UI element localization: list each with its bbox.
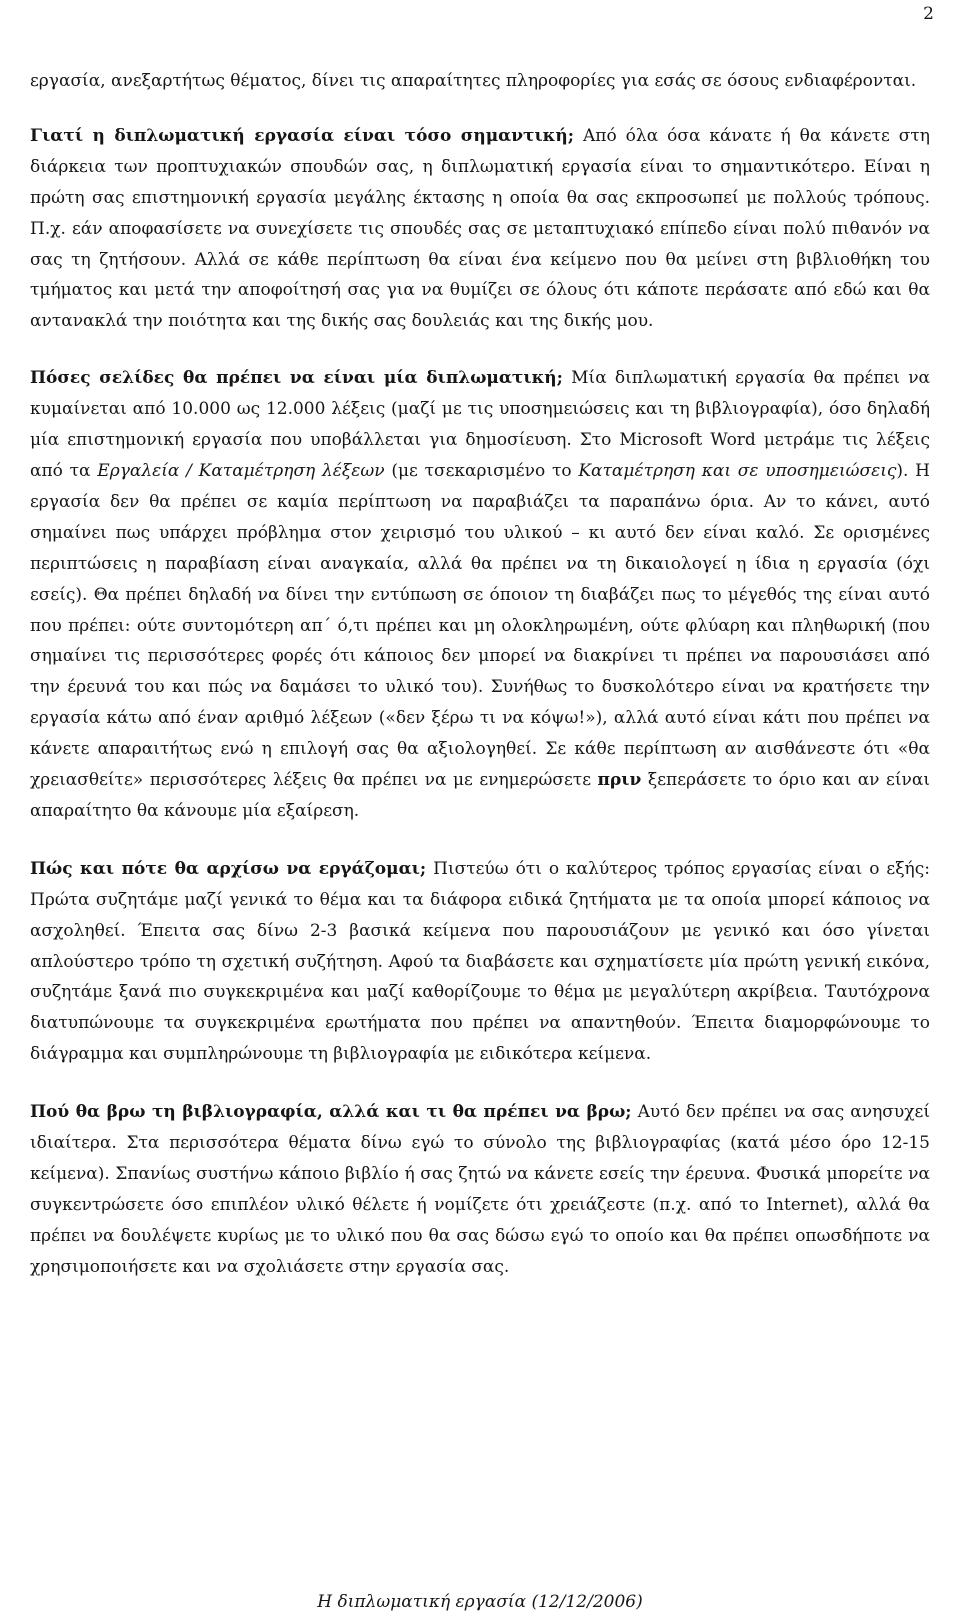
when-question: Πώς και πότε θα αρχίσω να εργάζομαι; bbox=[30, 858, 427, 879]
page-number: 2 bbox=[923, 4, 934, 24]
when-paragraph bbox=[30, 854, 930, 1070]
page-footer: Η διπλωματική εργασία (12/12/2006) bbox=[317, 1592, 643, 1612]
pages-text-c: ). Η εργασία δεν θα πρέπει σε καμία περίπτωση να παραβιάζει τα παραπάνω όρια. Αν το κάνει, αυτό σημαίνει πως υπάρχει πρόβλημα στον χειρισμό του υλικού – κι αυτό δεν είναι καλό. Σε ορισμένες περιπτώσεις η παραβίαση είναι αναγκαία, αλλά θα πρέπει να τη δικαιολογεί η ίδια η εργασία (όχι εσείς). Θα πρέπει δηλαδή να δίνει την εντύπωση σε όποιον τη διαβάζει πως το μέγεθός της είναι αυτό που πρέπει: ούτε συντομότερη απ΄ ό,τι πρέπει και μη ολοκληρωμένη, ούτε φλύαρη και πληθωρική (που σημαίνει τις περισσότερες φορές ότι κάποιος δεν μπορεί να διακρίνει τι πρέπει να παρουσιάσει από την έρευνά του και πώς να δαμάσει το υλικό του). Συνήθως το δυσκολότερο είναι να κρατήσετε την εργασία κάτω από έναν αριθμό λέξεων («δεν ξέρω τι να κόψω!»), αλλά αυτό είναι κάτι που πρέπει να κάνετε απαραιτήτως ενώ η επιλογή σας θα αξιολογηθεί. Σε κάθε περίπτωση αν αισθάνεστε ότι «θα χρειασθείτε» περισσότερες λέξεις θα πρέπει να με ενημερώσετε bbox=[30, 460, 931, 791]
importance-paragraph bbox=[30, 121, 930, 337]
pages-text-b: (με τσεκαρισμένο το bbox=[384, 460, 579, 481]
bibliography-question: Πού θα βρω τη βιβλιογραφία, αλλά και τι θα πρέπει να βρω; bbox=[30, 1102, 632, 1123]
bibliography-text: Αυτό δεν πρέπει να σας ανησυχεί ιδιαίτερα. Στα περισσότερα θέματα δίνω εγώ το σύνολο της βιβλιογραφίας (κατά μέσο όρο 12-15 κείμενα). Σπανίως συστήνω κάποιο βιβλίο ή σας ζητώ να κάνετε εσείς την έρευνα. Φυσικά μπορείτε να συγκεντρώσετε όσο επιπλέον υλικό θέλετε ή νομίζετε ότι χρειάζεστε (π.χ. από το Internet), αλλά θα πρέπει να δουλέψετε κυρίως με το υλικό που θα σας δώσω εγώ το οποίο και θα πρέπει οπωσδήποτε να χρησιμοποιήσετε και να σχολιάσετε στην εργασία σας. bbox=[30, 1102, 930, 1277]
before-emphasis: πριν bbox=[597, 770, 642, 791]
word-count-option: Καταμέτρηση και σε υποσημειώσεις bbox=[578, 460, 897, 481]
bibliography-paragraph bbox=[30, 1097, 930, 1282]
importance-question: Γιατί η διπλωματική εργασία είναι τόσο σημαντική; bbox=[30, 125, 575, 146]
continuation-paragraph: εργασία, ανεξαρτήτως θέματος, δίνει τις απαραίτητες πληροφορίες για εσάς σε όσους ενδιαφέρονται. bbox=[30, 71, 917, 91]
word-menu-path: Εργαλεία / Καταμέτρηση λέξεων bbox=[97, 460, 385, 481]
when-text: Πιστεύω ότι ο καλύτερος τρόπος εργασίας είναι ο εξής: Πρώτα συζητάμε μαζί γενικά το θέμα και τα διάφορα ειδικά ζητήματα με τα οποία μπορεί κάποιος να ασχοληθεί. Έπειτα σας δίνω 2-3 βασικά κείμενα που παρουσιάζουν με γενικό και όσο γίνεται απλούστερο τρόπο τη σχετική συζήτηση. Αφού τα διαβάσετε και σχηματίσετε μία πρώτη γενική εικόνα, συζητάμε ξανά πιο συγκεκριμένα και μαζί καθορίζουμε το θέμα με μεγαλύτερη ακρίβεια. Ταυτόχρονα διατυπώνουμε τα συγκεκριμένα ερωτήματα που πρέπει να απαντηθούν. Έπειτα διαμορφώνουμε το διάγραμμα και συμπληρώνουμε τη βιβλιογραφία με ειδικότερα κείμενα. bbox=[30, 858, 930, 1065]
pages-paragraph bbox=[30, 363, 930, 827]
pages-question: Πόσες σελίδες θα πρέπει να είναι μία διπλωματική; bbox=[30, 368, 563, 389]
document-body bbox=[30, 66, 930, 1283]
pages-text-d: ξεπεράσετε το όριο και αν είναι απαραίτητο θα κάνουμε μία εξαίρεση. bbox=[30, 770, 930, 821]
importance-text: Από όλα όσα κάνατε ή θα κάνετε στη διάρκεια των προπτυχιακών σπουδών σας, η διπλωματική εργασία είναι το σημαντικότερο. Είναι η πρώτη σας επιστημονική εργασία μεγάλης έκτασης η οποία θα σας εκπροσωπεί με πολλούς τρόπους. Π.χ. εάν αποφασίσετε να συνεχίσετε τις σπουδές σας σε μεταπτυχιακό επίπεδο είναι πολύ πιθανόν να σας τη ζητήσουν. Αλλά σε κάθε περίπτωση θα είναι ένα κείμενο που θα μείνει στη βιβλιοθήκη του τμήματος και μετά την αποφοίτησή σας για να θυμίζει σε όλους ότι κάποτε περάσατε από εδώ και θα αντανακλά την ποιότητα και της δικής σας δουλειάς και της δικής μου. bbox=[30, 125, 930, 332]
pages-text-a: Μία διπλωματική εργασία θα πρέπει να κυμαίνεται από 10.000 ως 12.000 λέξεις (μαζί με τις υποσημειώσεις και τη βιβλιογραφία), όσο δηλαδή μία επιστημονική εργασία που υποβάλλεται για δημοσίευση. Στο Microsoft Word μετράμε τις λέξεις από τα bbox=[30, 368, 931, 481]
